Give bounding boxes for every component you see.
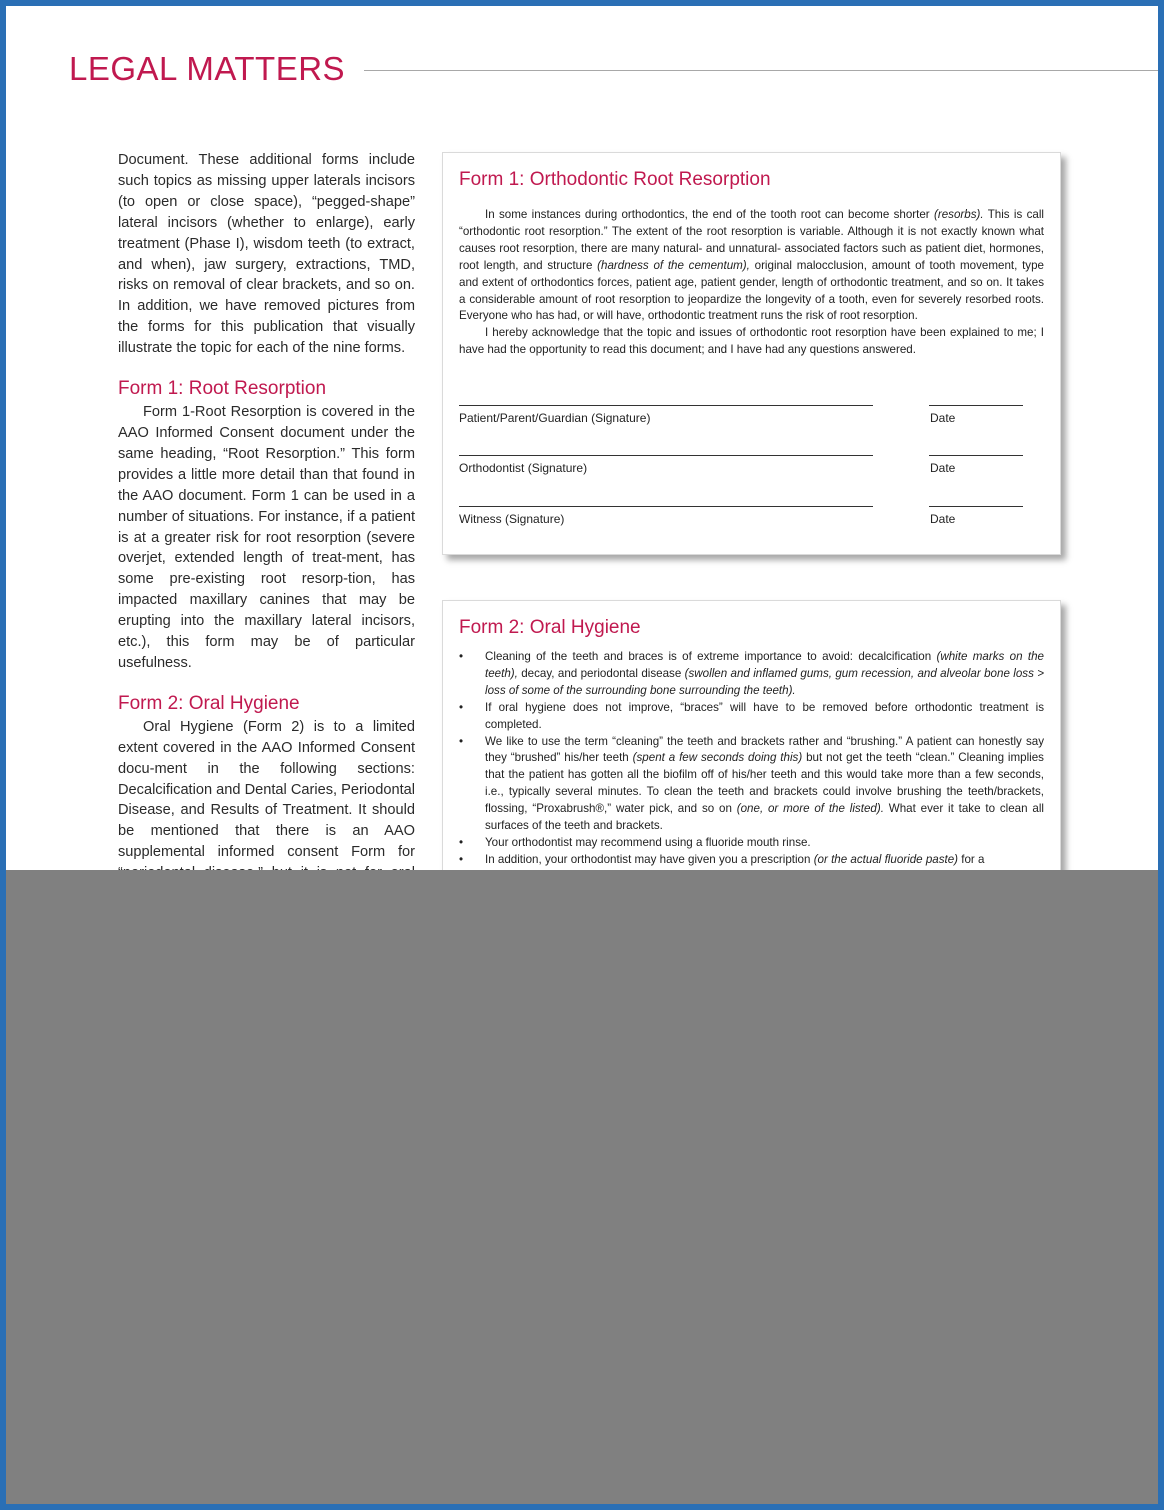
left-column	[118, 150, 415, 905]
date-label: Date	[930, 461, 956, 475]
form-1-paragraph-1: In some instances during orthodontics, the end of the tooth root can become shorter (resorbs). This is call “orthodontic root resorption.” The extent of the root resorption is variable. Although it is not exactly known what causes root resorption, there are many natural- and unnatural- associated factors such as patient diet, hormones, root length, and structure (hardness of the cementum), original malocclusion, amount of tooth movement, type and extent of orthodontics forces, patient age, patient gender, length of orthodontic treatment, and so on. It takes a considerable amount of root resorption to jeopardize the longevity of a tooth, even for severely resorbed roots. Everyone who has had, or will have, orthodontic treatment runs the risk of root resorption.	[459, 208, 1044, 323]
signature-label: Patient/Parent/Guardian (Signature)	[459, 411, 651, 425]
signature-label: Witness (Signature)	[459, 512, 565, 526]
page-title: LEGAL MATTERS	[69, 50, 346, 87]
date-line	[929, 455, 1023, 456]
form-1-body	[459, 207, 1044, 359]
form-2-title: Form 2: Oral Hygiene	[459, 617, 641, 638]
list-item: • Cleaning of the teeth and braces is of extreme importance to avoid: decalcification (white marks on the teeth), decay, and periodontal disease (swollen and inflamed gums, gum recession, and alveolar bone loss > loss of some of the surrounding bone surrounding the teeth).	[459, 649, 1044, 700]
form-1-title: Form 1: Orthodontic Root Resorption	[459, 169, 771, 190]
section-text-root-resorption: Form 1-Root Resorption is covered in the AAO Informed Consent document under the same heading, “Root Resorption.” This form provides a little more detail than that found in the AAO document. Form 1 can be used in a number of situations. For instance, if a patient is at a greater risk for root resorption (severe overjet, extended length of treat-ment, has some pre-existing root resorp-tion, has impacted maxillary canines that may be erupting into the maxillary lateral incisors, etc.), this form may be of particular usefulness.	[118, 404, 415, 671]
list-item: • In addition, your orthodontist may have given you a prescription (or the actual fluoride paste) for a	[459, 852, 1044, 869]
form-2-bullet-list	[459, 649, 1044, 869]
list-item: • If oral hygiene does not improve, “braces” will have to be removed before orthodontic treatment is completed.	[459, 700, 1044, 734]
signature-row-witness	[459, 506, 1023, 536]
form-1-box	[442, 152, 1061, 555]
gray-overlay-panel	[6, 870, 1158, 1504]
date-line	[929, 506, 1023, 507]
form-2-body	[459, 649, 1044, 869]
intro-paragraph: Document. These additional forms include such topics as missing upper laterals incisors (to open or close space), “pegged-shape” lateral incisors (whether to enlarge), early treatment (Phase I), wisdom teeth (to extract, and when), jaw surgery, extractions, TMD, risks on removal of clear brackets, and so on. In addition, we have removed pictures from the forms for this publication that visually illustrate the topic for each of the nine forms.	[118, 152, 415, 357]
header-rule	[364, 70, 1158, 71]
signature-line	[459, 455, 873, 456]
list-item: • Your orthodontist may recommend using a fluoride mouth rinse.	[459, 835, 1044, 852]
section-heading-root-resorption: Form 1: Root Resorption	[118, 378, 327, 400]
form-1-paragraph-2: I hereby acknowledge that the topic and issues of orthodontic root resorption have been explained to me; I have had the opportunity to read this document; and I have had any questions answered.	[459, 326, 1044, 357]
section-heading-oral-hygiene: Form 2: Oral Hygiene	[118, 692, 300, 714]
signature-line	[459, 506, 873, 507]
signature-row-orthodontist	[459, 455, 1023, 485]
date-label: Date	[930, 512, 956, 526]
date-label: Date	[930, 411, 956, 425]
signature-row-patient	[459, 405, 1023, 435]
signature-line	[459, 405, 873, 406]
list-item: • We like to use the term “cleaning” the teeth and brackets rather and “brushing.” A patient can honestly say they “brushed” his/her teeth (spent a few seconds doing this) but not get the teeth “clean.” Cleaning implies that the patient has gotten all the biofilm off of his/her teeth and this would take more than a few seconds, i.e., typically several minutes. To clean the teeth and brackets could involve brushing the teeth/brackets, flossing, “Proxabrush®,” water pick, and so on (one, or more of the listed). What ever it take to clean all surfaces of the teeth and brackets.	[459, 734, 1044, 835]
signature-label: Orthodontist (Signature)	[459, 461, 588, 475]
section-text-oral-hygiene: Oral Hygiene (Form 2) is to a limited extent covered in the AAO Informed Consent docu-ment in the following sections: Decalcification and Dental Caries, Periodontal Disease, and Results of Treatment. It should be mentioned that there is an AAO supplemental informed consent Form for	[118, 718, 415, 861]
date-line	[929, 405, 1023, 406]
